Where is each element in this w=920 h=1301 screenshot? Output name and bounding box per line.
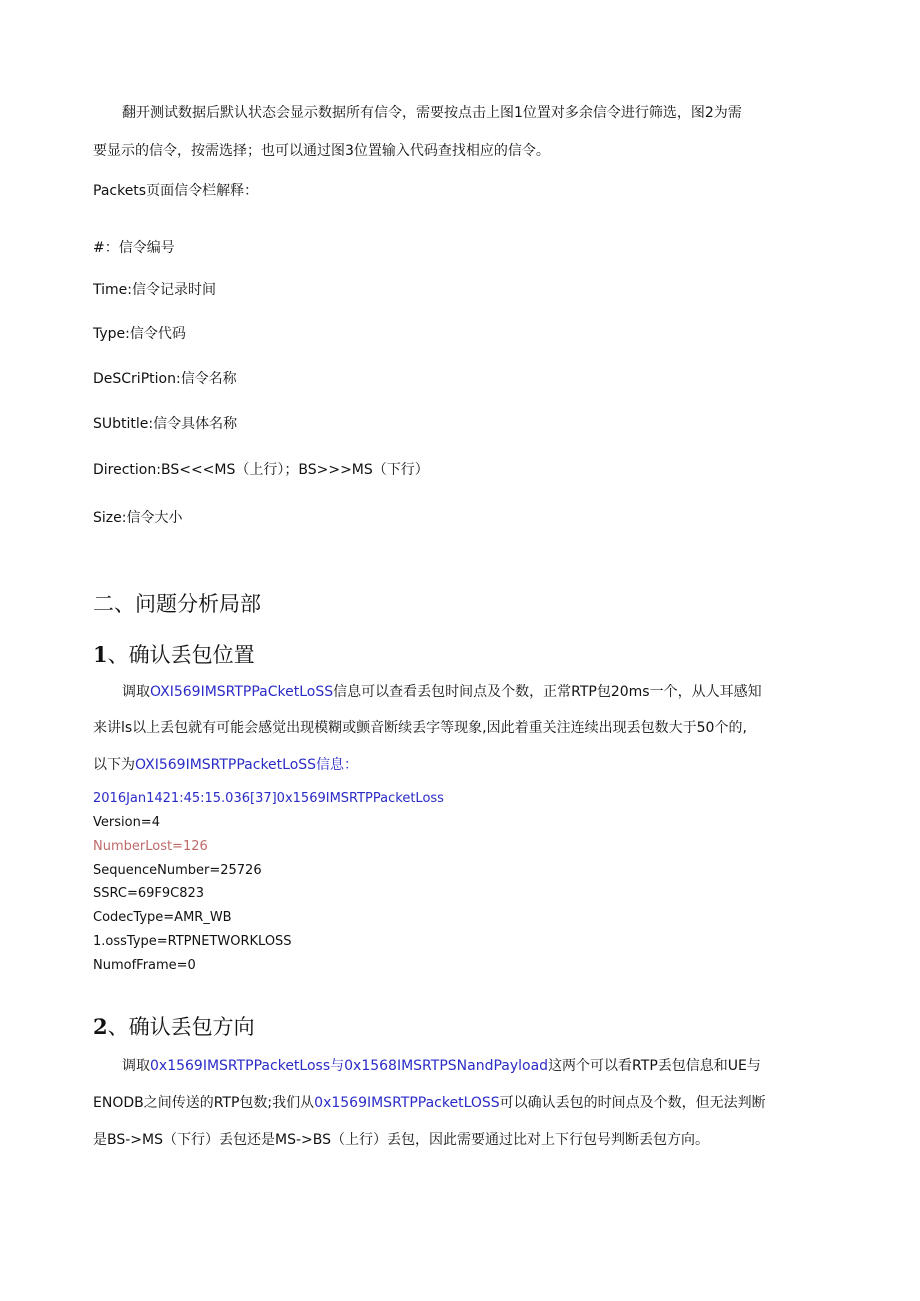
code-num-of-frame: NumofFrame=0 [93, 958, 196, 973]
field-direction [93, 460, 824, 480]
field-label: SUbtitle: [93, 416, 154, 432]
subsection-number: 2 [93, 1014, 108, 1039]
field-type [93, 324, 824, 344]
field-time [93, 280, 824, 300]
text-span: ENODB之间传送的RTP包数;我们从 [93, 1095, 315, 1111]
field-desc: 信令名称 [180, 371, 237, 387]
code-version: Version=4 [93, 815, 160, 830]
signal-link[interactable]: 0x1568IMSRTPSNandPayload [344, 1058, 549, 1074]
field-label: Direction: [93, 462, 161, 478]
field-label: Time: [93, 282, 132, 298]
text-span: 调取 [122, 1058, 150, 1074]
field-number [93, 238, 824, 258]
code-header: 2016Jan1421:45:15.036[37]0x1569IMSRTPPacketLoss [93, 791, 444, 806]
signal-link[interactable]: 0x1569IMSRTPPacketLoss [150, 1058, 331, 1074]
text-span: 调取 [122, 684, 150, 700]
field-label: #： [93, 240, 119, 256]
signal-link[interactable]: OXI569IMSRTPPaCketLoSS [150, 684, 334, 700]
field-subtitle [93, 414, 824, 434]
text-span: 这两个可以看RTP丢包信息和UE与 [548, 1058, 761, 1074]
sub1-paragraph-line-1 [122, 682, 824, 702]
text-span: 可以确认丢包的时间点及个数，但无法判断 [499, 1095, 766, 1111]
code-loss-type: 1.ossType=RTPNETWORKLOSS [93, 934, 292, 949]
field-label: Type: [93, 326, 130, 342]
field-size [93, 508, 824, 528]
code-number-lost: NumberLost=126 [93, 839, 208, 854]
field-desc: 信令大小 [126, 510, 183, 526]
code-codec-type: CodecType=AMR_WB [93, 910, 232, 925]
subsection-1-title [93, 641, 824, 669]
subsection-number: 1 [93, 642, 108, 667]
field-description [93, 369, 824, 389]
code-sequence-number: SequenceNumber=25726 [93, 863, 262, 878]
field-desc: 信令编号 [118, 240, 175, 256]
subsection-2-title [93, 1013, 824, 1041]
field-desc: BS<<<MS（上行）；BS>>>MS（下行） [160, 462, 429, 478]
sub1-paragraph-line-3 [93, 755, 824, 775]
intro-line-2: 要显示的信令，按需选择；也可以通过图3位置输入代码查找相应的信令。 [93, 143, 550, 159]
text-span: 与 [330, 1058, 345, 1074]
sub1-paragraph-line-2: 来讲ls以上丢包就有可能会感觉出现模糊或颤音断续丢字等现象,因此着重关注连续出现丢包数大于50个的, [93, 720, 747, 736]
section-title: 二、问题分析局部 [93, 592, 261, 616]
sub2-paragraph-line-3: 是BS->MS（下行）丢包还是MS->BS（上行）丢包，因此需要通过比对上下行包号判断丢包方向。 [93, 1132, 709, 1148]
intro-line-1: 翻开测试数据后默认状态会显示数据所有信令，需要按点击上图1位置对多余信令进行筛选，图2为需 [122, 105, 742, 121]
field-label: DeSCriPtion: [93, 371, 181, 387]
signal-link[interactable]: OXI569IMSRTPPacketLoSS信息： [135, 757, 359, 773]
text-span: 信息可以查看丢包时间点及个数，正常RTP包20ms一个，从人耳感知 [333, 684, 762, 700]
text-span: 以下为 [93, 757, 135, 773]
packets-heading: Packets页面信令栏解释： [93, 183, 259, 199]
sub2-paragraph-line-2 [93, 1093, 824, 1113]
field-desc: 信令记录时间 [131, 282, 216, 298]
sub2-paragraph-line-1 [122, 1056, 824, 1076]
subsection-title-text: 、确认丢包方向 [107, 1015, 255, 1039]
signal-link[interactable]: 0x1569IMSRTPPacketLOSS [314, 1095, 500, 1111]
field-label: Size: [93, 510, 127, 526]
field-desc: 信令代码 [129, 326, 186, 342]
subsection-title-text: 、确认丢包位置 [107, 643, 255, 667]
code-ssrc: SSRC=69F9C823 [93, 886, 205, 901]
field-desc: 信令具体名称 [153, 416, 238, 432]
